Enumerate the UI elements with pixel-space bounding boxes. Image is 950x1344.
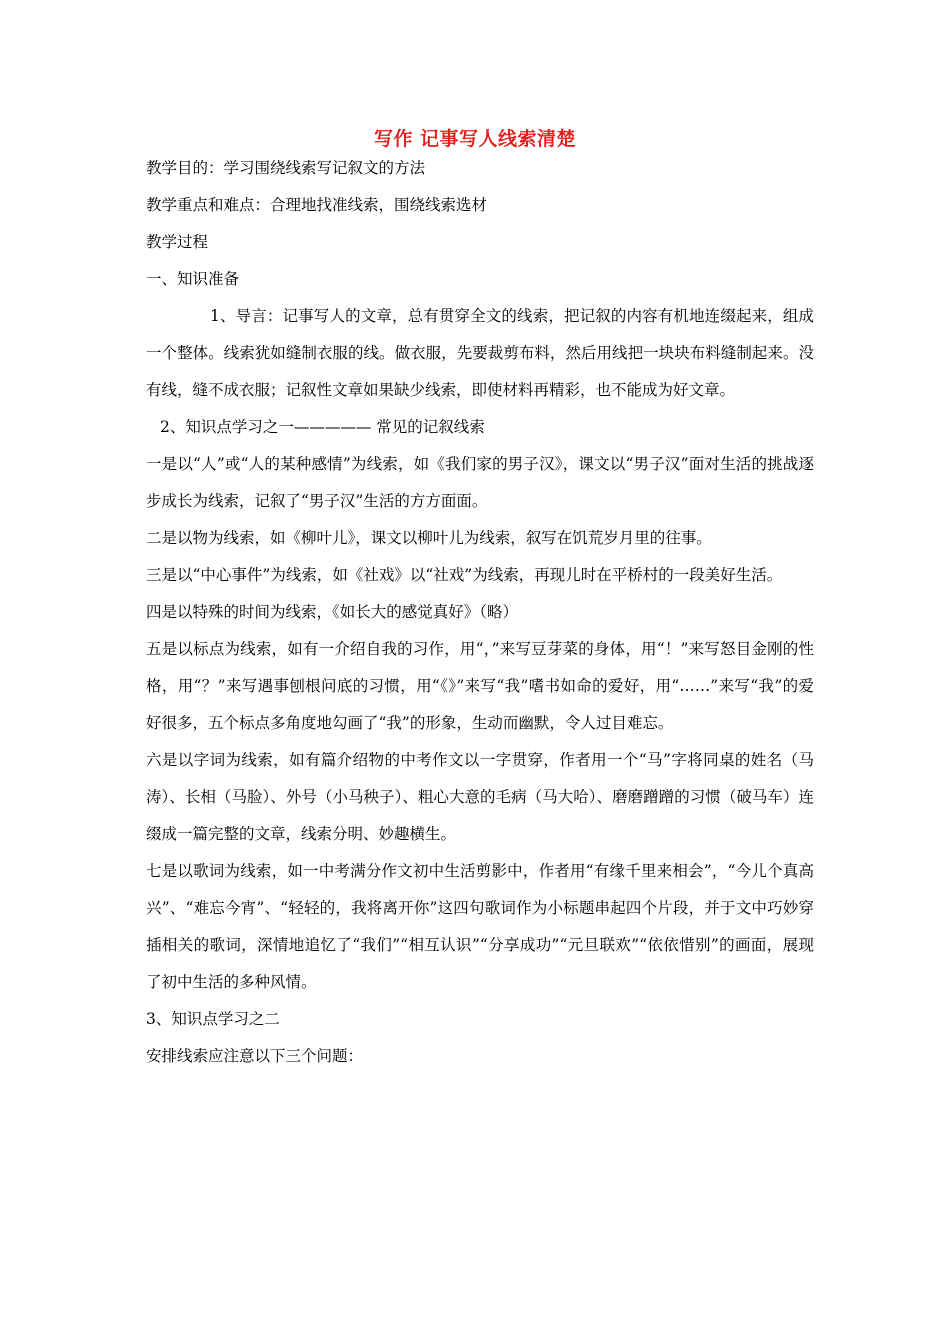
- paragraph-clue-lyrics: 七是以歌词为线索，如一中考满分作文初中生活剪影中，作者用“有缘千里来相会”，“今儿个真高兴”、“难忘今宵”、“轻轻的，我将离开你”这四句歌词作为小标题串起四个片段，并于文中巧妙穿插相关的歌词，深情地追忆了“我们”“相互认识”“分享成功”“元旦联欢”“依依惜别”的画面，展现了初中生活的多种风情。: [146, 862, 814, 991]
- paragraph-teaching-goal: 教学目的：学习围绕线索写记叙文的方法: [146, 159, 426, 177]
- paragraph-key-points: 教学重点和难点：合理地找准线索，围绕线索选材: [146, 196, 488, 214]
- paragraph-three-issues: 安排线索应注意以下三个问题：: [146, 1047, 364, 1065]
- paragraph-process-heading: 教学过程: [146, 233, 209, 251]
- paragraph-clue-event: 三是以“中心事件”为线索，如《社戏》以“社戏”为线索，再现儿时在平桥村的一段美好生活。: [146, 566, 783, 584]
- document-title: 写作 记事写人线索清楚: [373, 128, 577, 150]
- paragraph-clue-time: 四是以特殊的时间为线索，《如长大的感觉真好》（略）: [146, 603, 519, 621]
- paragraph-clue-punctuation: 五是以标点为线索，如有一介绍自我的习作，用“，”来写豆芽菜的身体，用“！”来写怒目金刚的性格，用“？”来写遇事刨根问底的习惯，用“《》”来写“我”嗜书如命的爱好，用“……”来写“我”的爱好很多，五个标点多角度地勾画了“我”的形象，生动而幽默，令人过目难忘。: [146, 640, 814, 732]
- paragraph-clue-word: 六是以字词为线索，如有篇介绍物的中考作文以一字贯穿，作者用一个“马”字将同桌的姓名（马涛）、长相（马脸）、外号（小马秧子）、粗心大意的毛病（马大哈）、磨磨蹭蹭的习惯（破马车）连缀成一篇完整的文章，线索分明、妙趣横生。: [146, 751, 814, 843]
- paragraph-clue-person: 一是以“人”或“人的某种感情”为线索，如《我们家的男子汉》，课文以“男子汉”面对生活的挑战逐步成长为线索，记叙了“男子汉”生活的方方面面。: [146, 455, 814, 510]
- section-heading-point-one: 2、知识点学习之一————— 常见的记叙线索: [160, 418, 485, 436]
- paragraph-clue-object: 二是以物为线索，如《柳叶儿》，课文以柳叶儿为线索，叙写在饥荒岁月里的往事。: [146, 529, 712, 547]
- paragraph-intro: 1、导言：记事写人的文章，总有贯穿全文的线索，把记叙的内容有机地连缀起来，组成一个整体。线索犹如缝制衣服的线。做衣服，先要裁剪布料，然后用线把一块块布料缝制起来。没有线，缝不成衣服；记叙性文章如果缺少线索，即使材料再精彩，也不能成为好文章。: [146, 307, 814, 399]
- document-body: [146, 150, 814, 1075]
- section-heading-knowledge-prep: 一、知识准备: [146, 270, 240, 288]
- section-heading-point-two: 3、知识点学习之二: [146, 1010, 280, 1028]
